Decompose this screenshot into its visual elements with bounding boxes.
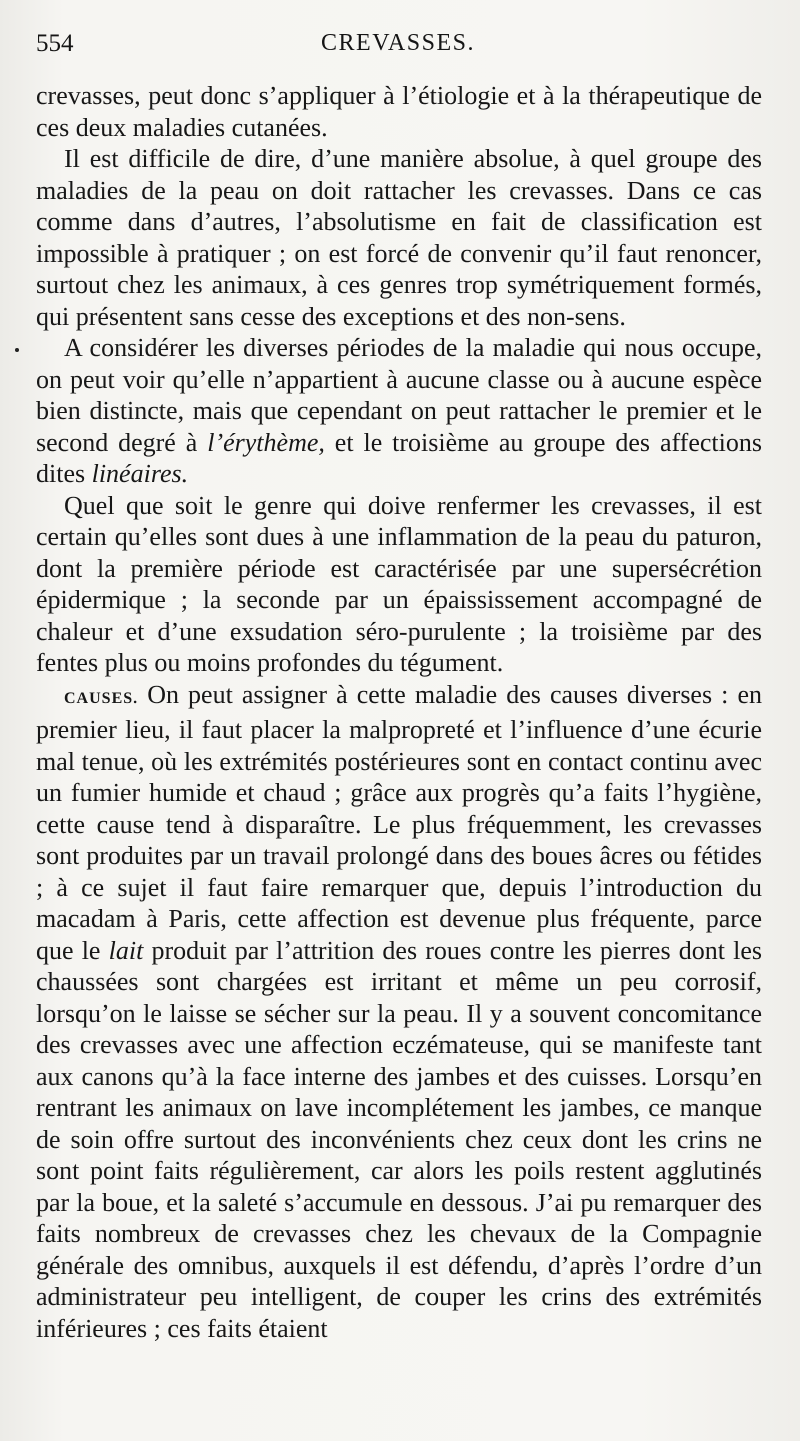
paragraph <box>36 80 762 143</box>
italic-text: lait <box>108 935 144 965</box>
italic-text: l’érythème, <box>207 427 325 457</box>
paragraph-text: crevasses, peut donc s’appliquer à l’étiologie et à la thérapeutique de ces deux maladies cutanées. <box>36 81 762 142</box>
margin-ink-mark <box>15 348 19 352</box>
italic-text: linéaires. <box>91 459 189 488</box>
running-title: CREVASSES. <box>321 30 475 56</box>
paragraph-text: On peut assigner à cette maladie des causes diverses : en premier lieu, il faut placer la malpropreté et l’influence d’une écurie mal tenue, où les extrémités postérieures sont en contact continu avec un fumier humide et chaud ; grâce aux progrès qu’a faits l’hygiène, cette cause tend à disparaître. Le plus fréquemment, les crevasses sont produites par un travail prolongé dans des boues âcres ou fétides ; à ce sujet il faut faire remarquer que, depuis l’introduction du macadam à Paris, cette affection est devenue plus fréquente, parce que le <box>36 679 762 965</box>
paragraph-text: Quel que soit le genre qui doive renfermer les crevasses, il est certain qu’elles sont dues à une inflammation de la peau du paturon, dont la première période est caractérisée par une supersécrétion épidermique ; la seconde par un épaississement accompagné de chaleur et d’une exsudation séro-purulente ; la troisième par des fentes plus ou moins profondes du tégument. <box>36 490 762 677</box>
paragraph <box>36 490 762 679</box>
running-head <box>36 30 760 64</box>
paragraph-text: A considérer les diverses périodes de la maladie qui nous occupe, on peut voir qu’elle n’appartient à aucune classe ou à aucune espèce bien distincte, mais que cependant on peut rattacher le premier et le second degré à <box>36 333 762 457</box>
section-label: CAUSES. <box>64 689 139 707</box>
paragraph-text: produit par l’attrition des roues contre les pierres dont les chaussées sont chargées est irritant et même un peu corrosif, lorsqu’on le laisse se sécher sur la peau. Il y a souvent concomitance des crevasses avec une affection eczémateuse, qui se manifeste tant aux canons qu’à la face interne des jambes et des cuisses. Lorsqu’en rentrant les animaux on lave incomplétement les jambes, ce manque de soin offre surtout des inconvénients chez ceux dont les crins ne sont point faits régulièrement, car alors les poils restent agglutinés par la boue, et la saleté s’accumule en dessous. J’ai pu remarquer des faits nombreux de crevasses chez les chevaux de la Compagnie générale des omnibus, auxquels il est défendu, d’après l’ordre d’un administrateur peu intelligent, de couper les crins des extrémités inférieures ; ces faits étaient <box>36 935 762 1343</box>
paragraph-text: Il est difficile de dire, d’une manière absolue, à quel groupe des maladies de la peau on doit rattacher les crevasses. Dans ce cas comme dans d’autres, l’absolutisme en fait de classification est impossible à pratiquer ; on est forcé de convenir qu’il faut renoncer, surtout chez les animaux, à ces genres trop symétriquement formés, qui présentent sans cesse des exceptions et des non-sens. <box>36 144 762 331</box>
body-text <box>36 80 762 1344</box>
paragraph <box>36 143 762 332</box>
paragraph <box>36 332 762 490</box>
page-number: 554 <box>36 30 74 57</box>
paragraph <box>36 679 762 1345</box>
paragraph-text: et le troisième au groupe des affections dites <box>36 427 762 488</box>
